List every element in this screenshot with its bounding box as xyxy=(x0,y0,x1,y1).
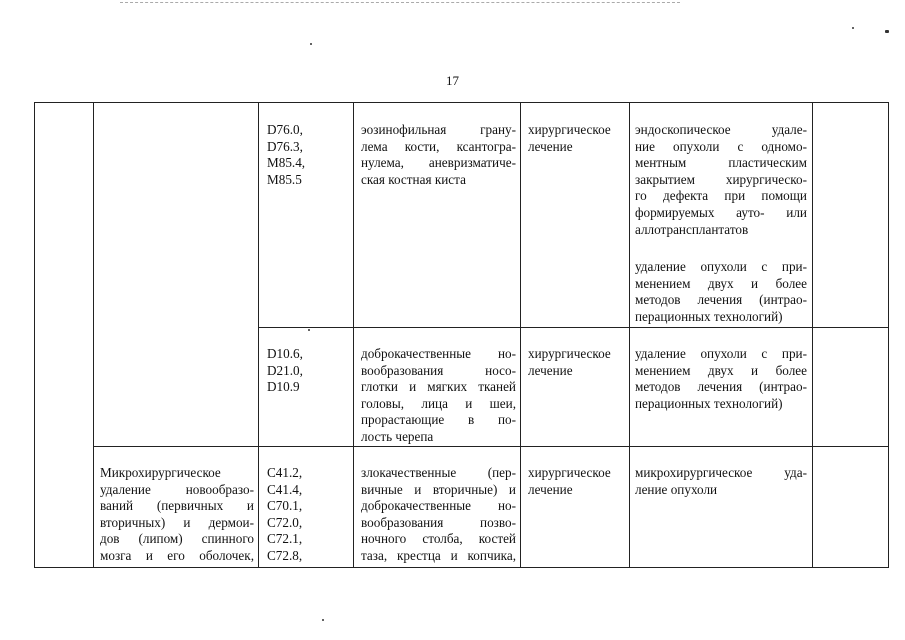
table-cell-method: удаление опухоли с при- менением двух и более методов лечения (интрао- перационных технологий) xyxy=(635,346,807,411)
table-cell-treatment: хирургическое лечение xyxy=(528,122,611,154)
table-cell-treatment: хирургическое лечение xyxy=(528,465,611,497)
table-cell-diagnosis: эозинофильная грану- лема кости, ксантогра- нулема, аневризматиче- ская костная киста xyxy=(361,122,516,187)
table-cell-diagnosis: злокачественные (пер- вичные и вторичные) и доброкачественные но- вообразования позво- ночного столба, костей таза, крестца и копчика, xyxy=(361,465,516,563)
table-cell-codes: D76.0, D76.3, M85.4, M85.5 xyxy=(267,122,306,187)
table-cell-codes: C41.2, C41.4, C70.1, C72.0, C72.1, C72.8, xyxy=(267,465,303,563)
scan-top-edge xyxy=(120,2,680,3)
table-cell-method: эндоскопическое удале- ние опухоли с одномо- ментным пластическим закрытием хирургическо- го дефекта при помощи формируемых ауто- или аллотрансплантатов xyxy=(635,122,807,237)
table-cell-diagnosis: доброкачественные но- вообразования носо- глотки и мягких тканей головы, лица и шеи, прорастающие в по- лость черепа xyxy=(361,346,516,444)
page-number: 17 xyxy=(446,73,459,88)
scan-speck xyxy=(885,30,889,33)
table-cell-method: микрохирургическое уда- ление опухоли xyxy=(635,465,807,497)
scan-speck xyxy=(852,27,854,29)
table-cell-method: удаление опухоли с при- менением двух и более методов лечения (интрао- перационных технологий) xyxy=(635,259,807,324)
scan-speck xyxy=(310,43,312,45)
scan-speck xyxy=(322,619,324,621)
table-cell-name: Микрохирургическое удаление новообразо- ваний (первичных и вторичных) и дермои- дов (липом) спинного мозга и его оболочек, xyxy=(100,465,254,563)
scan-speck xyxy=(308,329,310,331)
table-cell-treatment: хирургическое лечение xyxy=(528,346,611,378)
table-cell-codes: D10.6, D21.0, D10.9 xyxy=(267,346,303,395)
